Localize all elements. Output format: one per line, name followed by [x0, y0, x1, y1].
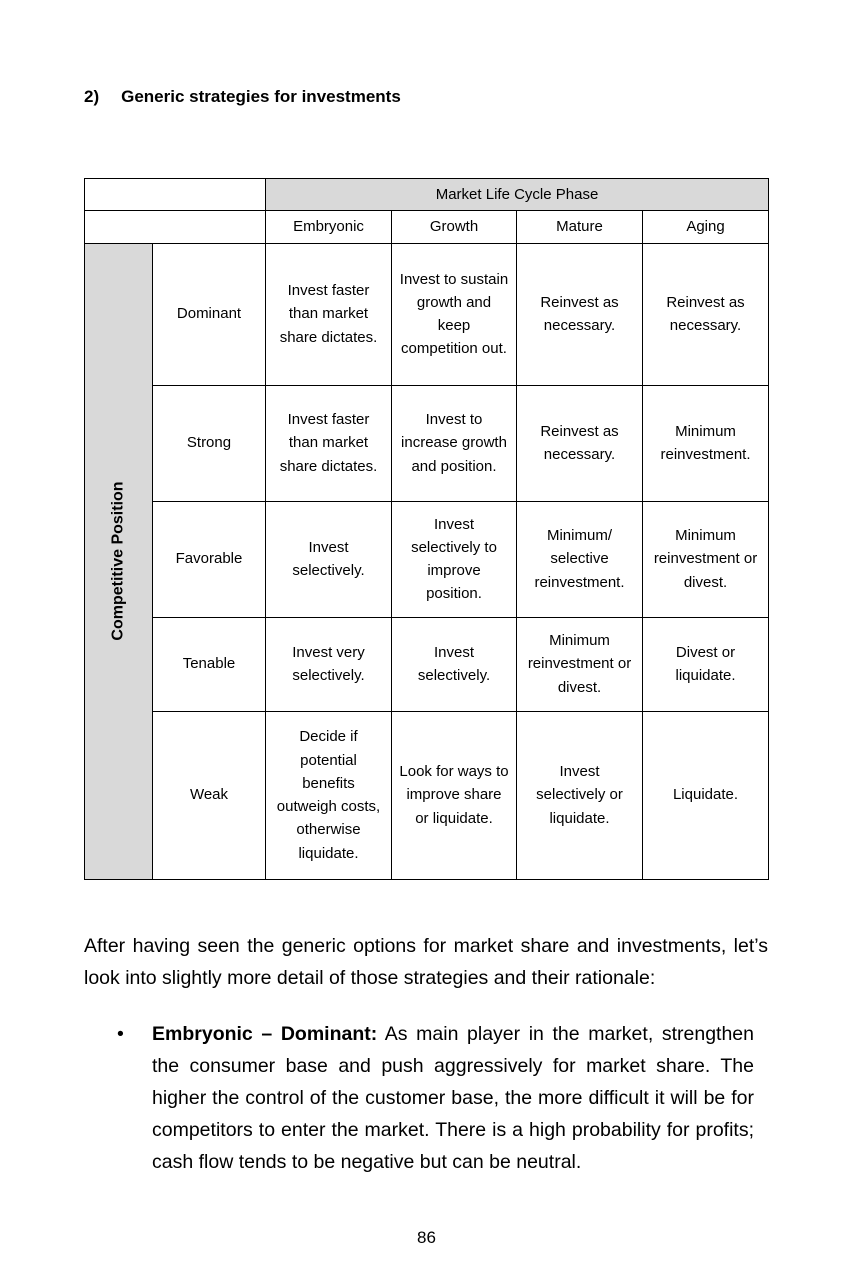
table-cell: Minimum reinvestment. — [643, 385, 769, 501]
table-row — [85, 179, 769, 211]
table-cell: Liquidate. — [643, 711, 769, 879]
column-header-mature: Mature — [517, 211, 643, 243]
table-cell: Reinvest as necessary. — [517, 385, 643, 501]
table-cell: Minimum/ selective reinvestment. — [517, 501, 643, 617]
table-cell: Minimum reinvestment or divest. — [643, 501, 769, 617]
row-label-favorable: Favorable — [153, 501, 266, 617]
table-cell: Invest selectively. — [392, 617, 517, 711]
table-row — [85, 211, 769, 243]
section-title: Generic strategies for investments — [121, 87, 401, 106]
table-cell: Invest faster than market share dictates. — [266, 243, 392, 385]
bullet-term: Embryonic – Dominant: — [152, 1022, 378, 1045]
table-cell: Invest selectively to improve position. — [392, 501, 517, 617]
table-cell: Minimum reinvestment or divest. — [517, 617, 643, 711]
table-cell: Invest selectively. — [266, 501, 392, 617]
row-axis-label: Competitive Position — [109, 481, 127, 641]
table-row — [85, 243, 769, 385]
table-cell: Invest to increase growth and position. — [392, 385, 517, 501]
column-header-growth: Growth — [392, 211, 517, 243]
empty-corner-cell — [85, 179, 266, 211]
market-life-cycle-header: Market Life Cycle Phase — [266, 179, 769, 211]
empty-corner-cell — [85, 211, 266, 243]
section-number: 2) — [84, 87, 100, 106]
table-cell: Invest very selectively. — [266, 617, 392, 711]
table-row — [85, 385, 769, 501]
row-label-tenable: Tenable — [153, 617, 266, 711]
table-row — [85, 501, 769, 617]
strategy-matrix-table — [84, 178, 769, 880]
column-header-embryonic: Embryonic — [266, 211, 392, 243]
table-cell: Invest faster than market share dictates. — [266, 385, 392, 501]
table-cell: Reinvest as necessary. — [517, 243, 643, 385]
table-row — [85, 711, 769, 879]
section-heading — [84, 86, 768, 108]
intro-paragraph: After having seen the generic options for market share and investments, let’s look into slightly more detail of those strategies and their rationale: — [84, 934, 768, 989]
column-header-aging: Aging — [643, 211, 769, 243]
list-item — [84, 1018, 768, 1178]
bullet-text: As main player in the market, strengthen the consumer base and push aggressively for market share. The higher the control of the customer base, the more difficult it will be for competitors to enter the market. There is a high probability for profits; cash flow tends to be negative but can be neutral. — [152, 1022, 754, 1173]
row-label-dominant: Dominant — [153, 243, 266, 385]
bullet-list — [84, 1018, 768, 1178]
bullet-icon: • — [117, 1022, 124, 1045]
table-cell: Decide if potential benefits outweigh costs, otherwise liquidate. — [266, 711, 392, 879]
row-label-strong: Strong — [153, 385, 266, 501]
table-cell: Look for ways to improve share or liquidate. — [392, 711, 517, 879]
row-axis-cell — [85, 243, 153, 879]
table-cell: Divest or liquidate. — [643, 617, 769, 711]
page-number: 86 — [417, 1228, 436, 1247]
table-row — [85, 617, 769, 711]
table-cell: Invest to sustain growth and keep competition out. — [392, 243, 517, 385]
table-cell: Reinvest as necessary. — [643, 243, 769, 385]
row-label-weak: Weak — [153, 711, 266, 879]
table-cell: Invest selectively or liquidate. — [517, 711, 643, 879]
